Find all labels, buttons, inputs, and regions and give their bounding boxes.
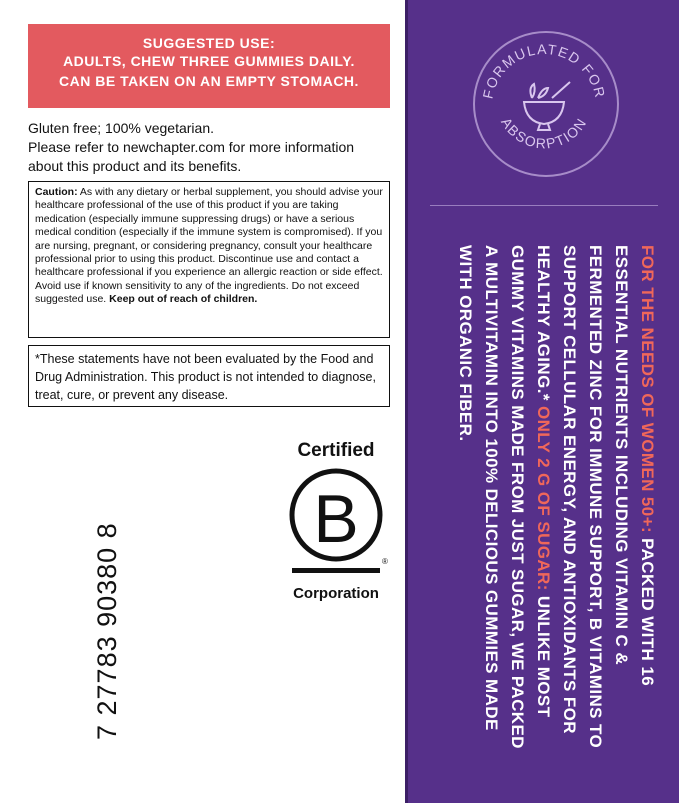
gluten-free-text: Gluten free; 100% vegetarian. bbox=[28, 120, 215, 136]
claim-lead-sugar: ONLY 2 G OF SUGAR: bbox=[534, 406, 553, 591]
svg-text:FORMULATED FOR: FORMULATED FOR bbox=[479, 40, 609, 101]
claim-lead-women: FOR THE NEEDS OF WOMEN 50+: bbox=[638, 245, 657, 534]
suggested-use-box bbox=[28, 24, 390, 108]
b-corp-corporation: Corporation bbox=[293, 585, 379, 602]
suggested-use-line-2: CAN BE TAKEN ON AN EMPTY STOMACH. bbox=[59, 73, 359, 89]
purple-divider bbox=[430, 205, 658, 206]
claim-body-sugar: UNLIKE MOST GUMMY VITAMINS MADE FROM JUST SUGAR, WE PACKED A MULTIVITAMIN INTO 100% DELICIOUS GUMMIES MADE WITH ORGANIC FIBER. bbox=[456, 245, 553, 749]
claim-body-nutrients: PACKED WITH 16 ESSENTIAL NUTRIENTS INCLUDING VITAMIN C & FERMENTED ZINC FOR IMMUNE SUPPORT, B VITAMINS TO SUPPORT CELLULAR ENERGY, AND ANTIOXIDANTS FOR HEALTHY AGING.* bbox=[534, 245, 657, 749]
absorption-badge-text bbox=[470, 28, 618, 176]
fda-statement-text: *These statements have not been evaluated by the Food and Drug Administration. This product is not intended to diagnose, treat, cure, or prevent any disease. bbox=[35, 352, 376, 402]
panel-edge bbox=[405, 0, 408, 803]
suggested-use-line-1: ADULTS, CHEW THREE GUMMIES DAILY. bbox=[63, 53, 355, 69]
refer-text: Please refer to newchapter.com for more information about this product and its benefits. bbox=[28, 139, 355, 174]
product-claims bbox=[452, 245, 660, 765]
b-corp-certified: Certified bbox=[297, 440, 375, 461]
suggested-use-title: SUGGESTED USE: bbox=[142, 35, 276, 51]
b-corp-logo bbox=[286, 440, 386, 602]
b-corp-icon bbox=[286, 462, 386, 580]
caution-text: As with any dietary or herbal supplement, you should advise your healthcare professional of the use of this product if you are taking medication (especially immune suppressing drugs) or have a serious medical condition (especially if the immune system is compromised). If you are nursing, pregnant, or considering pregnancy, consult your healthcare professional prior to using this product. Discontinue use and contact a healthcare professional if you experience an allergic reaction or side effect. Avoid use if known sensitivity to any of the ingredients. Do not exceed suggested use. bbox=[35, 186, 383, 306]
mortar-pestle-icon bbox=[524, 82, 570, 130]
svg-text:®: ® bbox=[382, 557, 388, 566]
keep-out-text: Keep out of reach of children. bbox=[109, 293, 258, 306]
fda-statement-box bbox=[28, 345, 390, 407]
caution-box bbox=[28, 181, 390, 338]
info-text bbox=[28, 119, 390, 176]
svg-text:ABSORPTION: ABSORPTION bbox=[498, 114, 590, 152]
caution-label: Caution: bbox=[35, 186, 78, 198]
svg-text:B: B bbox=[313, 481, 359, 557]
barcode-number: 7 27783 90380 8 bbox=[92, 522, 122, 740]
